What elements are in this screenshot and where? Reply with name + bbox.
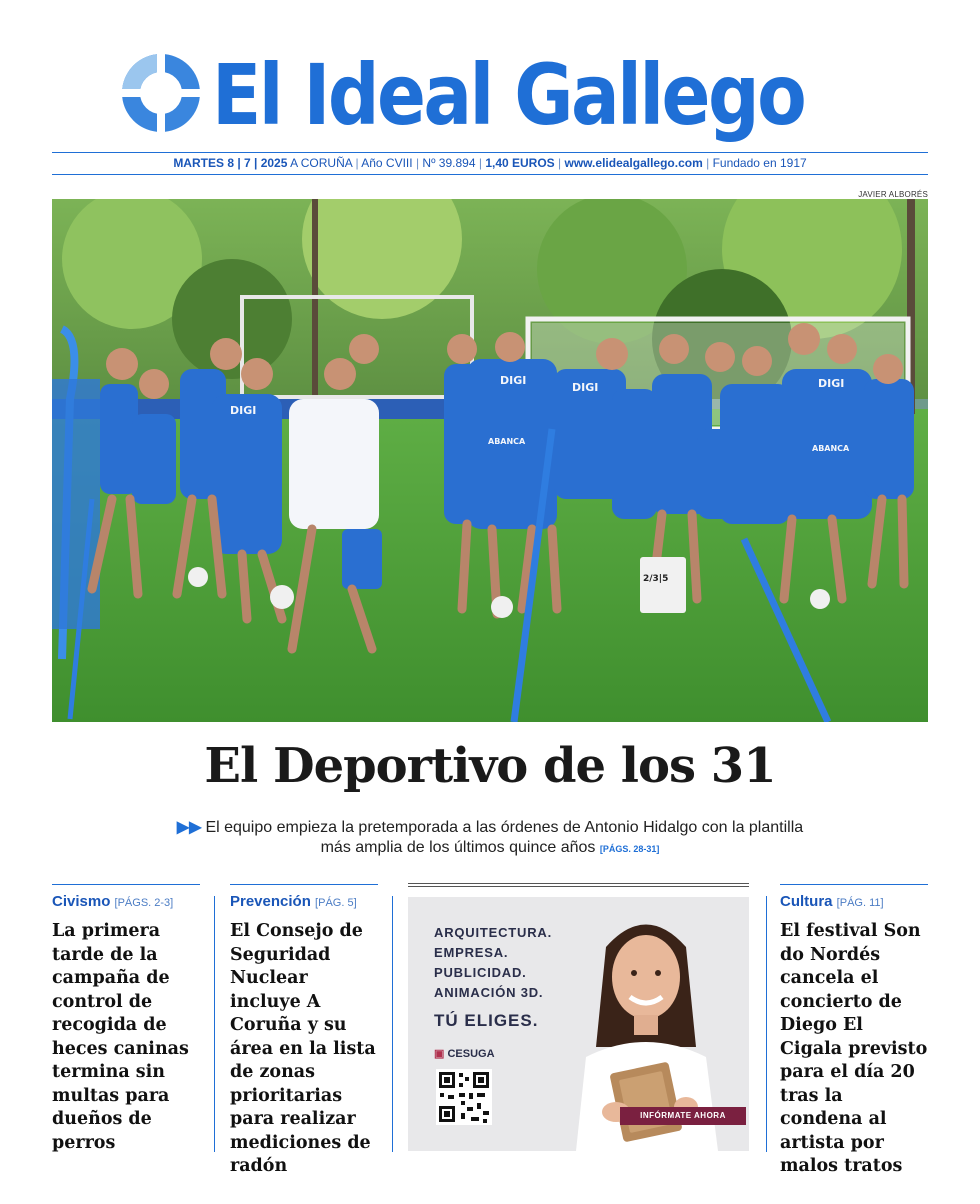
ad-line: ANIMACIÓN 3D. [434, 985, 544, 1000]
divider [52, 174, 928, 175]
story-headline[interactable]: El Consejo de Seguridad Nuclear incluye A Coruña y su área en la lista de zonas prioritarias para realizar mediciones de radón [230, 921, 376, 1176]
ad-rule [408, 883, 749, 884]
main-headline: El Deportivo de los 31 [204, 738, 776, 794]
story-headline[interactable]: El festival Son do Nordés cancela el concierto de Diego El Cigala previsto para el día 20 tras la condena al artista por malos tratos [780, 921, 928, 1176]
cesuga-advertisement[interactable] [408, 897, 749, 1151]
shirt-sponsor-text: DIGI [230, 404, 257, 417]
story-column-civismo[interactable] [52, 884, 200, 1155]
ad-line: EMPRESA. [434, 945, 509, 960]
subhead-text: El equipo empieza la pretemporada a las órdenes de Antonio Hidalgo con la plantilla más amplia de los últimos quince años [205, 819, 804, 856]
column-divider [214, 896, 215, 1152]
page-reference: [PÁG. 11] [836, 897, 884, 909]
page-reference[interactable]: [PÁGS. 28-31] [599, 844, 660, 854]
page-reference: [PÁGS. 2-3] [114, 897, 174, 909]
founded: Fundado en 1917 [712, 156, 807, 170]
column-divider [766, 896, 767, 1152]
shorts-sponsor-text: ABANCA [488, 437, 526, 446]
section-name: Prevención [230, 893, 311, 910]
ad-brand-name: CESUGA [447, 1048, 495, 1060]
column-divider [392, 896, 393, 1152]
ad-tagline: TÚ ELIGES. [434, 1011, 539, 1030]
column-rule [52, 884, 200, 885]
column-rule [780, 884, 928, 885]
price: 1,40 EUROS [485, 156, 555, 170]
shirt-sponsor-text: DIGI [500, 374, 527, 387]
section-label [52, 893, 200, 910]
shirt-sponsor-text: DIGI [818, 377, 845, 390]
more-info-button[interactable]: INFÓRMATE AHORA [620, 1107, 746, 1125]
ad-brand [434, 1047, 495, 1060]
website-link[interactable]: www.elidealgallego.com [564, 156, 703, 170]
masthead [52, 40, 928, 150]
year: Año CVIII [361, 156, 413, 170]
arrow-bullet-icon: ▶▶ [176, 819, 202, 836]
lead-photo [52, 199, 928, 722]
section-label [230, 893, 378, 910]
ad-rule [408, 886, 749, 887]
issue-date: MARTES 8 | 7 | 2025 [173, 156, 288, 170]
page-reference: [PÁG. 5] [315, 897, 357, 909]
section-name: Civismo [52, 893, 111, 910]
story-column-prevencion[interactable] [230, 884, 378, 1179]
training-scene-illustration [52, 199, 928, 722]
main-subhead [160, 818, 820, 859]
qr-code-icon[interactable] [436, 1069, 492, 1125]
ad-line: PUBLICIDAD. [434, 965, 527, 980]
section-label [780, 893, 928, 910]
photo-credit: JAVIER ALBORÉS [858, 190, 928, 199]
shorts-sponsor-text: ABANCA [812, 444, 850, 453]
logo-icon [120, 52, 202, 134]
newspaper-title: El Ideal Gallego [212, 46, 805, 144]
shirt-sponsor-text: DIGI [572, 381, 599, 394]
story-column-cultura[interactable] [780, 884, 928, 1179]
section-name: Cultura [780, 893, 833, 910]
city: A CORUÑA [290, 156, 353, 170]
cesuga-logo-icon: ▣ [434, 1048, 445, 1060]
divider [52, 152, 928, 153]
box-label: 2/3|5 [643, 574, 669, 584]
column-rule [230, 884, 378, 885]
issue-number: Nº 39.894 [422, 156, 476, 170]
ad-line: ARQUITECTURA. [434, 925, 553, 940]
story-headline[interactable]: La primera tarde de la campaña de control de recogida de heces caninas termina sin multas para dueños de perros [52, 921, 189, 1153]
dateline: MARTES 8 | 7 | 2025 A CORUÑA | Año CVIII | Nº 39.894 | 1,40 EUROS | www.elidealgallego.com | Fundado en 1917 [173, 156, 807, 170]
